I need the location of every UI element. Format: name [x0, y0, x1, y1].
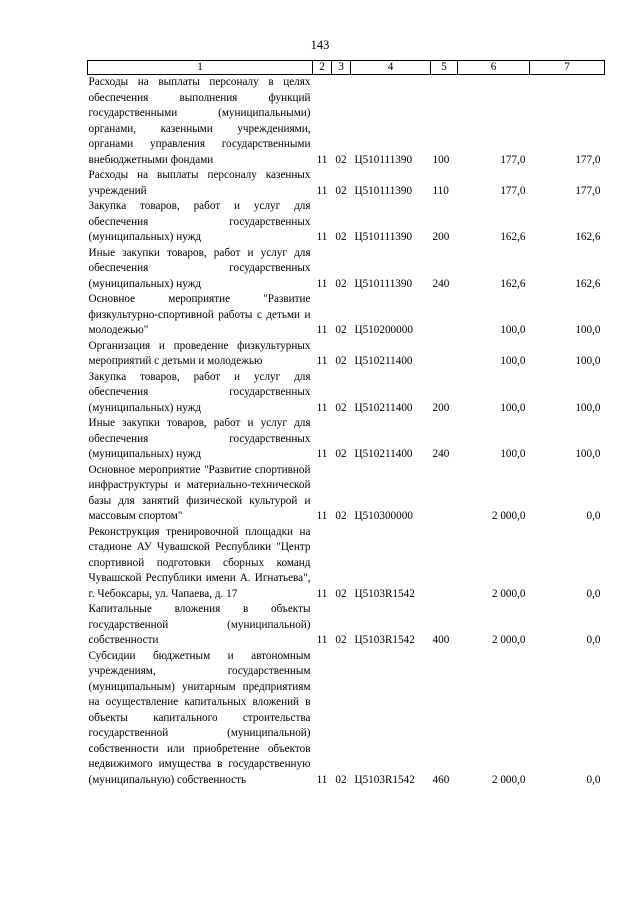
target-article-code: Ц5103R1542 [354, 634, 415, 646]
target-article-code: Ц510111390 [354, 277, 413, 290]
amount-col7: 0,0 [586, 773, 601, 786]
section-code: 11 [316, 773, 328, 786]
target-article-code: Ц510111390 [354, 153, 413, 166]
table-row [88, 649, 605, 789]
table-row [88, 416, 605, 463]
target-article-code: Ц510211400 [354, 401, 413, 414]
expense-name: Расходы на выплаты персоналу в целях обеспечения выполнения функций государственными (муниципальными) органами, казенными учреждениями, органами управления государственными внебюджетными фондами [88, 76, 311, 166]
section-code: 11 [316, 277, 328, 290]
target-article-code: Ц510111390 [354, 231, 413, 243]
table-body [88, 75, 605, 789]
column-header-6: 6 [458, 61, 530, 75]
subsection-code: 02 [335, 184, 347, 197]
target-article-code: Ц5103R1542 [354, 773, 415, 786]
amount-col7: 100,0 [575, 324, 601, 336]
table-row [88, 292, 605, 339]
column-header-4: 4 [351, 61, 431, 75]
expense-type-code: 200 [432, 401, 450, 414]
expense-type-code: 240 [432, 277, 450, 290]
expense-type-code: 460 [432, 773, 450, 786]
expense-name: Закупка товаров, работ и услуг для обеспечения государственных (муниципальных) нужд [88, 370, 311, 414]
expense-name: Закупка товаров, работ и услуг для обеспечения государственных (муниципальных) нужд [88, 200, 311, 243]
expense-type-code: 200 [432, 231, 450, 243]
amount-col6: 177,0 [500, 153, 526, 166]
amount-col6: 162,6 [500, 231, 526, 243]
amount-col6: 2 000,0 [491, 587, 526, 600]
expense-type-code [431, 339, 458, 370]
expense-name: Основное мероприятие "Развитие спортивной инфраструктуры и материально-технической базы для занятий физической культурой и массовым спортом" [88, 463, 311, 522]
target-article-code: Ц5103R1542 [354, 587, 415, 600]
amount-col7: 0,0 [586, 510, 601, 522]
target-article-code: Ц510211400 [354, 448, 413, 460]
expense-name: Реконструкция тренировочной площадки на стадионе АУ Чувашской Республики "Центр спортивной подготовки сборных команд Чувашской Республики имени А. Игнатьева", г. Чебоксары, ул. Чапаева, д. 17 [88, 525, 311, 600]
expense-name: Капитальные вложения в объекты государственной (муниципальной) собственности [88, 603, 311, 646]
subsection-code: 02 [335, 587, 347, 600]
section-code: 11 [316, 448, 328, 460]
column-header-5: 5 [431, 61, 458, 75]
table-row [88, 525, 605, 603]
table-row [88, 199, 605, 246]
expense-name: Иные закупки товаров, работ и услуг для обеспечения государственных (муниципальных) нужд [88, 246, 311, 290]
section-code: 11 [316, 587, 328, 600]
subsection-code: 02 [335, 153, 347, 166]
target-article-code: Ц510111390 [354, 184, 413, 197]
amount-col7: 162,6 [575, 231, 601, 243]
amount-col7: 100,0 [575, 448, 601, 460]
amount-col6: 2 000,0 [491, 773, 526, 786]
subsection-code: 02 [335, 355, 347, 367]
column-header-7: 7 [530, 61, 605, 75]
expense-name: Основное мероприятие "Развитие физкультурно-спортивной работы с детьми и молодежью" [88, 293, 311, 336]
expense-type-code: 400 [432, 634, 450, 646]
amount-col7: 100,0 [575, 355, 601, 367]
amount-col7: 177,0 [575, 184, 601, 197]
expense-type-code [431, 463, 458, 525]
subsection-code: 02 [335, 324, 347, 336]
column-header-1: 1 [88, 61, 313, 75]
amount-col7: 162,6 [575, 277, 601, 290]
section-code: 11 [316, 355, 328, 367]
amount-col7: 177,0 [575, 153, 601, 166]
amount-col6: 2 000,0 [491, 634, 526, 646]
expense-name: Расходы на выплаты персоналу казенных учреждений [88, 169, 311, 197]
table-row [88, 463, 605, 525]
subsection-code: 02 [335, 448, 347, 460]
amount-col6: 100,0 [500, 401, 526, 414]
section-code: 11 [316, 153, 328, 166]
subsection-code: 02 [335, 231, 347, 243]
target-article-code: Ц510200000 [354, 324, 413, 336]
amount-col7: 0,0 [586, 587, 601, 600]
page-number: 143 [310, 38, 330, 52]
target-article-code: Ц510211400 [354, 355, 413, 367]
subsection-code: 02 [335, 773, 347, 786]
expense-type-code: 240 [432, 448, 450, 460]
amount-col6: 100,0 [500, 448, 526, 460]
table-row [88, 75, 605, 169]
expense-name: Организация и проведение физкультурных мероприятий с детьми и молодежью [88, 339, 311, 367]
expense-type-code: 110 [432, 184, 449, 197]
table-row [88, 168, 605, 199]
table-row [88, 370, 605, 417]
amount-col6: 162,6 [500, 277, 526, 290]
expense-name: Иные закупки товаров, работ и услуг для обеспечения государственных (муниципальных) нужд [88, 417, 311, 460]
expense-type-code [431, 525, 458, 603]
section-code: 11 [316, 634, 328, 646]
amount-col6: 177,0 [500, 184, 526, 197]
subsection-code: 02 [335, 401, 347, 414]
section-code: 11 [316, 324, 328, 336]
header-row [88, 61, 605, 75]
section-code: 11 [316, 231, 328, 243]
amount-col7: 100,0 [575, 401, 601, 414]
column-header-2: 2 [313, 61, 332, 75]
expense-type-code [431, 292, 458, 339]
amount-col7: 0,0 [586, 634, 601, 646]
section-code: 11 [316, 184, 328, 197]
table-header [88, 61, 605, 75]
section-code: 11 [316, 401, 328, 414]
column-header-3: 3 [332, 61, 351, 75]
subsection-code: 02 [335, 634, 347, 646]
table-row [88, 246, 605, 293]
table-row [88, 602, 605, 649]
target-article-code: Ц510300000 [354, 510, 413, 522]
expense-name: Субсидии бюджетным и автономным учреждениям, государственным (муниципальным) унитарным предприятиям на осуществление капитальных вложений в объекты капитального строительства государственной (муниципальной) собственности или приобретение объектов недвижимого имущества в государственную (муниципальную) собственность [88, 649, 311, 786]
subsection-code: 02 [335, 510, 347, 522]
expense-type-code: 100 [432, 153, 450, 166]
subsection-code: 02 [335, 277, 347, 290]
amount-col6: 100,0 [500, 324, 526, 336]
section-code: 11 [316, 510, 328, 522]
table-row [88, 339, 605, 370]
budget-table [87, 60, 605, 788]
amount-col6: 100,0 [500, 355, 526, 367]
amount-col6: 2 000,0 [491, 510, 526, 522]
